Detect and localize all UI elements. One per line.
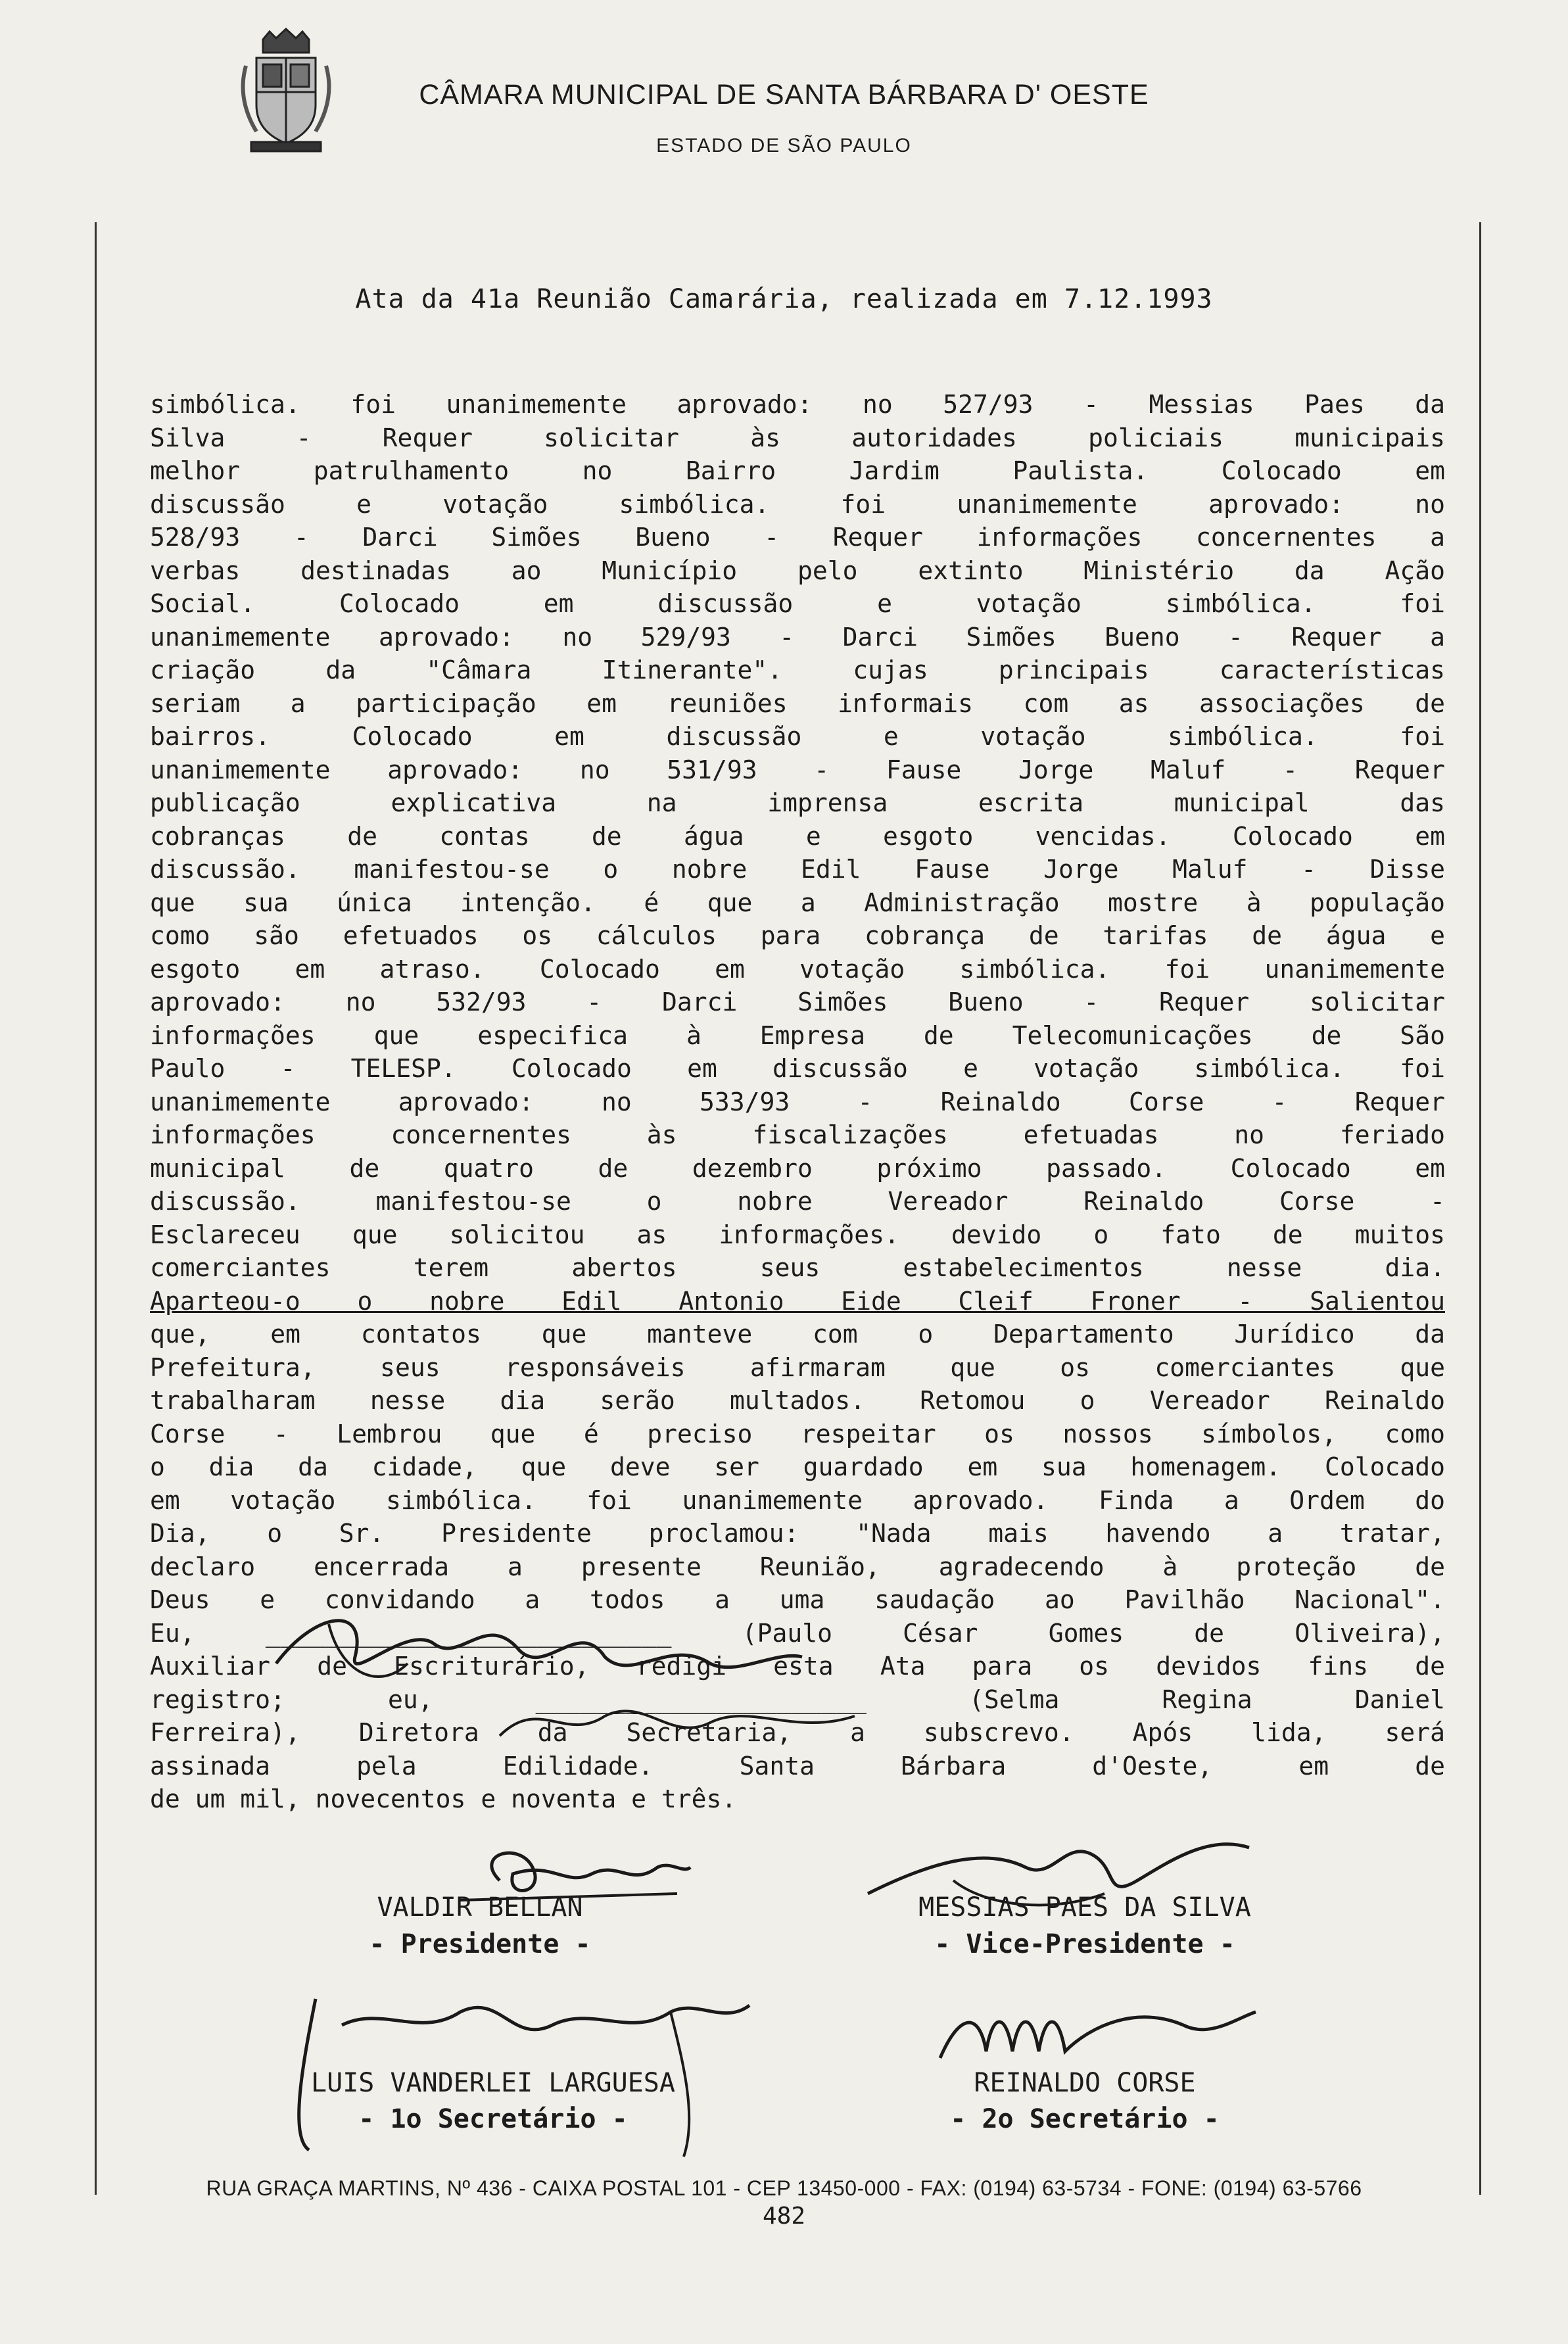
body-line: que sua única intenção. é que a Administração mostre à população — [150, 888, 1445, 917]
body-line: Ferreira), Diretora da Secretaria, a subscrevo. Após lida, será — [150, 1718, 1445, 1747]
body-line: Eu, ___________________________ (Paulo César Gomes de Oliveira), — [150, 1618, 1445, 1648]
body-line: Silva - Requer solicitar às autoridades policiais municipais — [150, 423, 1445, 452]
body-line: seriam a participação em reuniões informais com as associações de — [150, 688, 1445, 718]
body-line: aprovado: no 532/93 - Darci Simões Bueno - Requer solicitar — [150, 988, 1445, 1017]
address-footer: RUA GRAÇA MARTINS, Nº 436 - CAIXA POSTAL 101 - CEP 13450-000 - FAX: (0194) 63-5734 - FONE: (0194) 63-5766 — [206, 2176, 1362, 2200]
body-line: trabalharam nesse dia serão multados. Retomou o Vereador Reinaldo — [150, 1386, 1445, 1415]
signature-name-second-secretary: REINALDO CORSE — [974, 2068, 1196, 2098]
body-line: municipal de quatro de dezembro próximo passado. Colocado em — [150, 1153, 1445, 1183]
body-line: discussão e votação simbólica. foi unanimemente aprovado: no — [150, 489, 1445, 519]
body-line: Deus e convidando a todos a uma saudação ao Pavilhão Nacional". — [150, 1585, 1445, 1614]
body-line: cobranças de contas de água e esgoto vencidas. Colocado em — [150, 821, 1445, 851]
body-line: Auxiliar de Escriturário, redigi esta Ata para os devidos fins de — [150, 1652, 1445, 1681]
signature-role-first-secretary: - 1o Secretário - — [358, 2104, 628, 2134]
body-line: o dia da cidade, que deve ser guardado em sua homenagem. Colocado — [150, 1452, 1445, 1481]
page-number: 482 — [762, 2203, 806, 2230]
body-line: verbas destinadas ao Município pelo extinto Ministério da Ação — [150, 556, 1445, 585]
body-line: Social. Colocado em discussão e votação simbólica. foi — [150, 589, 1445, 618]
body-line: Paulo - TELESP. Colocado em discussão e votação simbólica. foi — [150, 1054, 1445, 1083]
body-line: como são efetuados os cálculos para cobrança de tarifas de água e — [150, 921, 1445, 950]
body-line: Dia, o Sr. Presidente proclamou: "Nada mais havendo a tratar, — [150, 1519, 1445, 1548]
signature-role-president: - Presidente - — [369, 1929, 591, 1959]
body-line: bairros. Colocado em discussão e votação simbólica. foi — [150, 722, 1445, 751]
body-line: discussão. manifestou-se o nobre Edil Fause Jorge Maluf - Disse — [150, 855, 1445, 884]
body-line: publicação explicativa na imprensa escrita municipal das — [150, 788, 1445, 817]
body-line: em votação simbólica. foi unanimemente aprovado. Finda a Ordem do — [150, 1485, 1445, 1515]
body-line: unanimemente aprovado: no 529/93 - Darci Simões Bueno - Requer a — [150, 622, 1445, 652]
body-line: criação da "Câmara Itinerante". cujas principais características — [150, 656, 1445, 684]
signature-name-vice-president: MESSIAS PAES DA SILVA — [918, 1892, 1251, 1923]
body-line: unanimemente aprovado: no 531/93 - Fause Jorge Maluf - Requer — [150, 755, 1445, 784]
body-line: declaro encerrada a presente Reunião, agradecendo à proteção de — [150, 1552, 1445, 1581]
state-name: ESTADO DE SÃO PAULO — [656, 135, 912, 156]
signature-name-president: VALDIR BELLAN — [377, 1892, 583, 1923]
signature-role-vice-president: - Vice-Presidente - — [934, 1929, 1235, 1959]
left-margin-rule — [95, 222, 97, 2195]
body-line: unanimemente aprovado: no 533/93 - Reinaldo Corse - Requer — [150, 1087, 1445, 1116]
body-line: Corse - Lembrou que é preciso respeitar os nossos símbolos, como — [150, 1419, 1445, 1448]
chamber-name: CÂMARA MUNICIPAL DE SANTA BÁRBARA D' OESTE — [419, 79, 1149, 110]
right-margin-rule — [1479, 222, 1481, 2195]
body-line: registro; eu, ______________________ (Selma Regina Daniel — [150, 1685, 1445, 1714]
body-line-underlined: Aparteou-o o nobre Edil Antonio Eide Cleif Froner - Salientou — [150, 1286, 1445, 1316]
body-line: que, em contatos que manteve com o Departamento Jurídico da — [150, 1320, 1445, 1349]
signature-name-first-secretary: LUIS VANDERLEI LARGUESA — [311, 2068, 675, 2098]
body-line: assinada pela Edilidade. Santa Bárbara d'Oeste, em de — [150, 1751, 1445, 1781]
body-line: Esclareceu que solicitou as informações. devido o fato de muitos — [150, 1220, 1445, 1249]
signature-role-second-secretary: - 2o Secretário - — [950, 2104, 1220, 2134]
body-line: esgoto em atraso. Colocado em votação simbólica. foi unanimemente — [150, 954, 1445, 984]
body-line: comerciantes terem abertos seus estabelecimentos nesse dia. — [150, 1253, 1445, 1282]
body-line: informações que especifica à Empresa de Telecomunicações de São — [150, 1020, 1445, 1050]
body-line: melhor patrulhamento no Bairro Jardim Paulista. Colocado em — [150, 456, 1445, 485]
body-line: informações concernentes às fiscalizações efetuadas no feriado — [150, 1120, 1445, 1149]
body-line: 528/93 - Darci Simões Bueno - Requer informações concernentes a — [150, 523, 1445, 552]
body-line: Prefeitura, seus responsáveis afirmaram que os comerciantes que — [150, 1352, 1445, 1382]
signature-scribble-selma — [487, 1683, 894, 1756]
body-line: simbólica. foi unanimemente aprovado: no 527/93 - Messias Paes da — [150, 390, 1445, 419]
body-line: discussão. manifestou-se o nobre Vereador Reinaldo Corse - — [150, 1187, 1445, 1216]
minutes-title: Ata da 41a Reunião Camarária, realizada em 7.12.1993 — [355, 284, 1213, 314]
body-line: de um mil, novecentos e noventa e três. — [150, 1784, 737, 1813]
